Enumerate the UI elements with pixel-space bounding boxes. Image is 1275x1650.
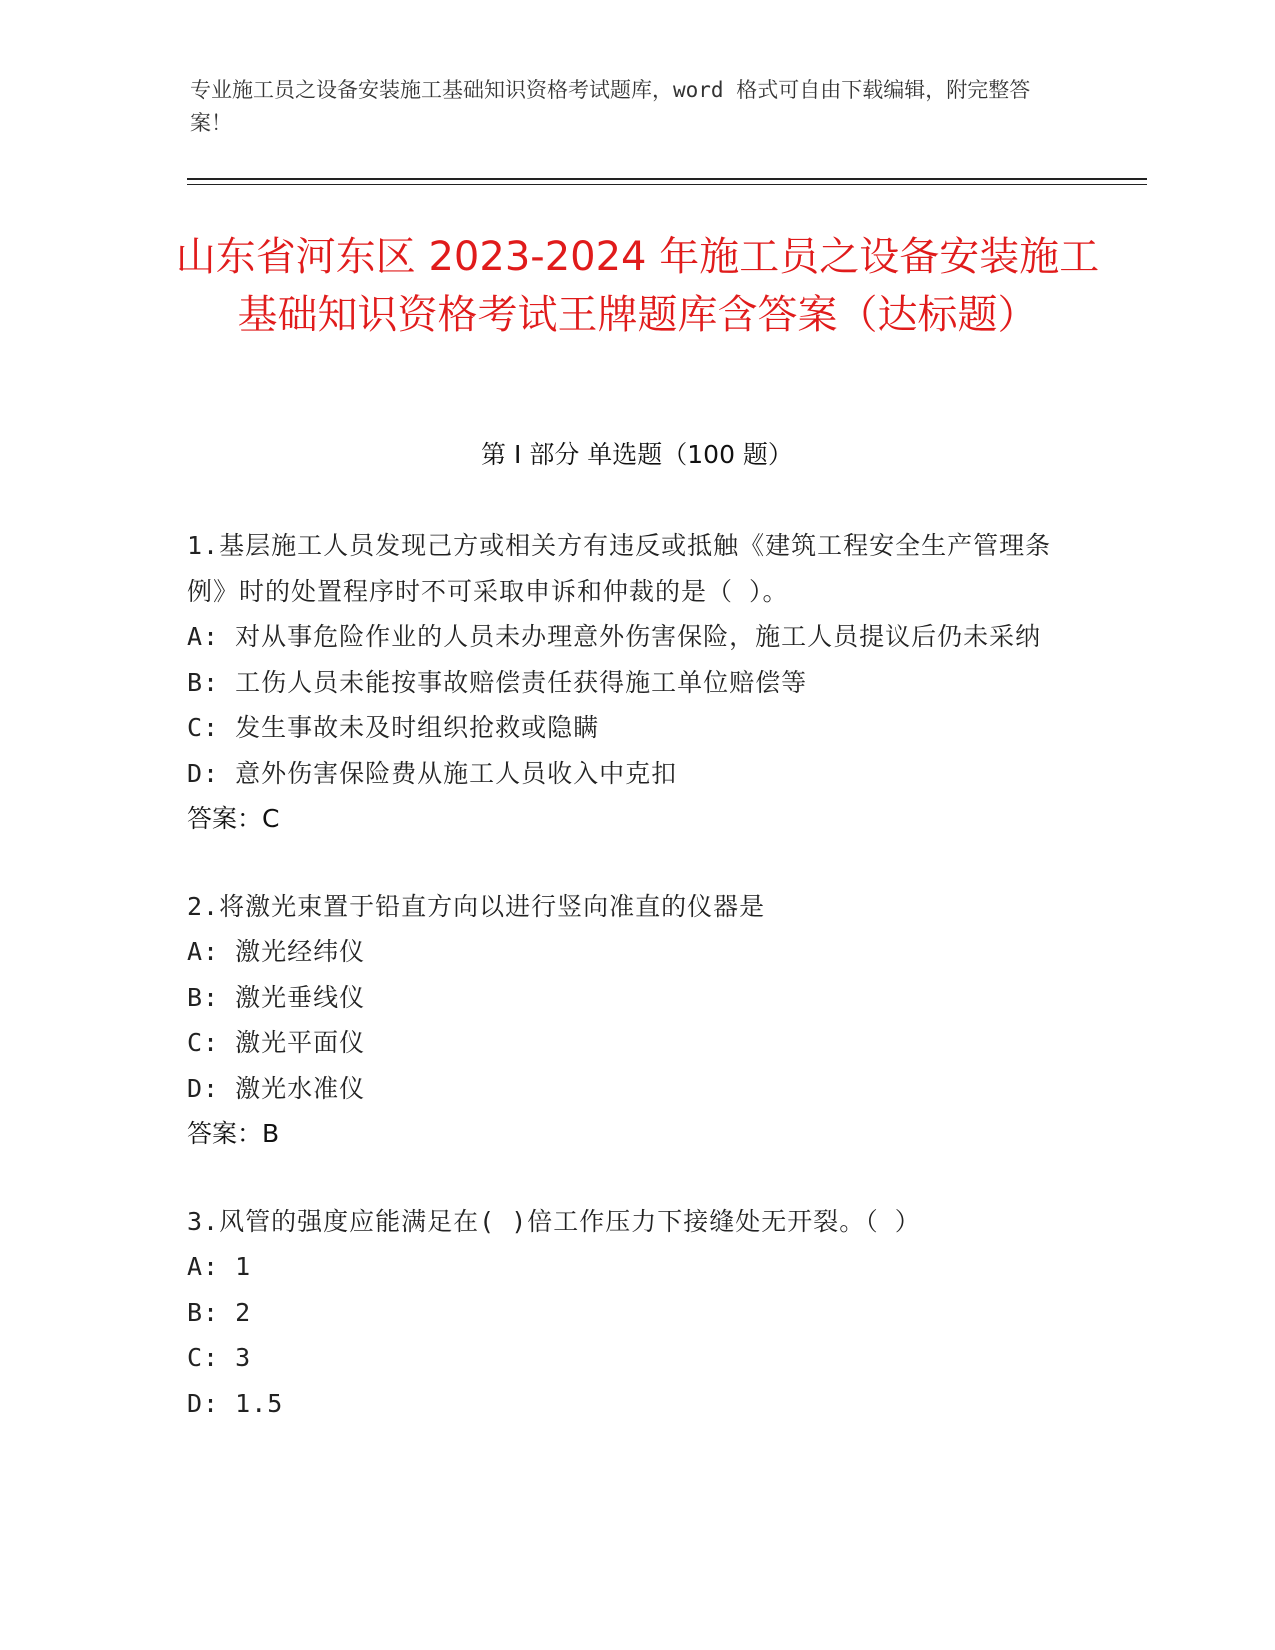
question-3 [187, 1199, 1077, 1427]
option-a: A: 1 [187, 1252, 252, 1281]
header-rule-thick [187, 178, 1147, 180]
section-heading: 第 I 部分 单选题（100 题） [481, 440, 793, 469]
question-stem: 3.风管的强度应能满足在( )倍工作压力下接缝处无开裂。（ ） [187, 1206, 921, 1236]
answer: 答案：B [187, 1119, 280, 1148]
question-2 [187, 884, 1077, 1157]
option-d: D: 1.5 [187, 1388, 284, 1418]
option-c: C: 3 [187, 1343, 252, 1372]
question-1 [187, 523, 1077, 842]
question-list [187, 523, 1077, 1468]
header-note: 专业施工员之设备安装施工基础知识资格考试题库，word 格式可自由下载编辑，附完整答案！ [190, 78, 1031, 135]
option-c: C: 激光平面仪 [187, 1028, 366, 1057]
option-d: D: 意外伤害保险费从施工人员收入中克扣 [187, 758, 678, 788]
question-stem: 1.基层施工人员发现己方或相关方有违反或抵触《建筑工程安全生产管理条例》时的处置程序时不可采取申诉和仲裁的是（ ）。 [187, 531, 1052, 606]
option-c: C: 发生事故未及时组织抢救或隐瞒 [187, 713, 600, 742]
option-a: A: 激光经纬仪 [187, 937, 366, 966]
document-title: 山东省河东区 2023-2024 年施工员之设备安装施工基础知识资格考试王牌题库含答案（达标题） [175, 234, 1100, 338]
option-b: B: 工伤人员未能按事故赔偿责任获得施工单位赔偿等 [187, 667, 808, 697]
header-rule-thin [187, 184, 1147, 185]
option-d: D: 激光水准仪 [187, 1073, 366, 1103]
option-b: B: 激光垂线仪 [187, 982, 366, 1012]
option-b: B: 2 [187, 1297, 252, 1327]
question-stem: 2.将激光束置于铅直方向以进行竖向准直的仪器是 [187, 891, 766, 921]
option-a: A: 对从事危险作业的人员未办理意外伤害保险，施工人员提议后仍未采纳 [187, 622, 1042, 651]
answer: 答案：C [187, 804, 280, 833]
